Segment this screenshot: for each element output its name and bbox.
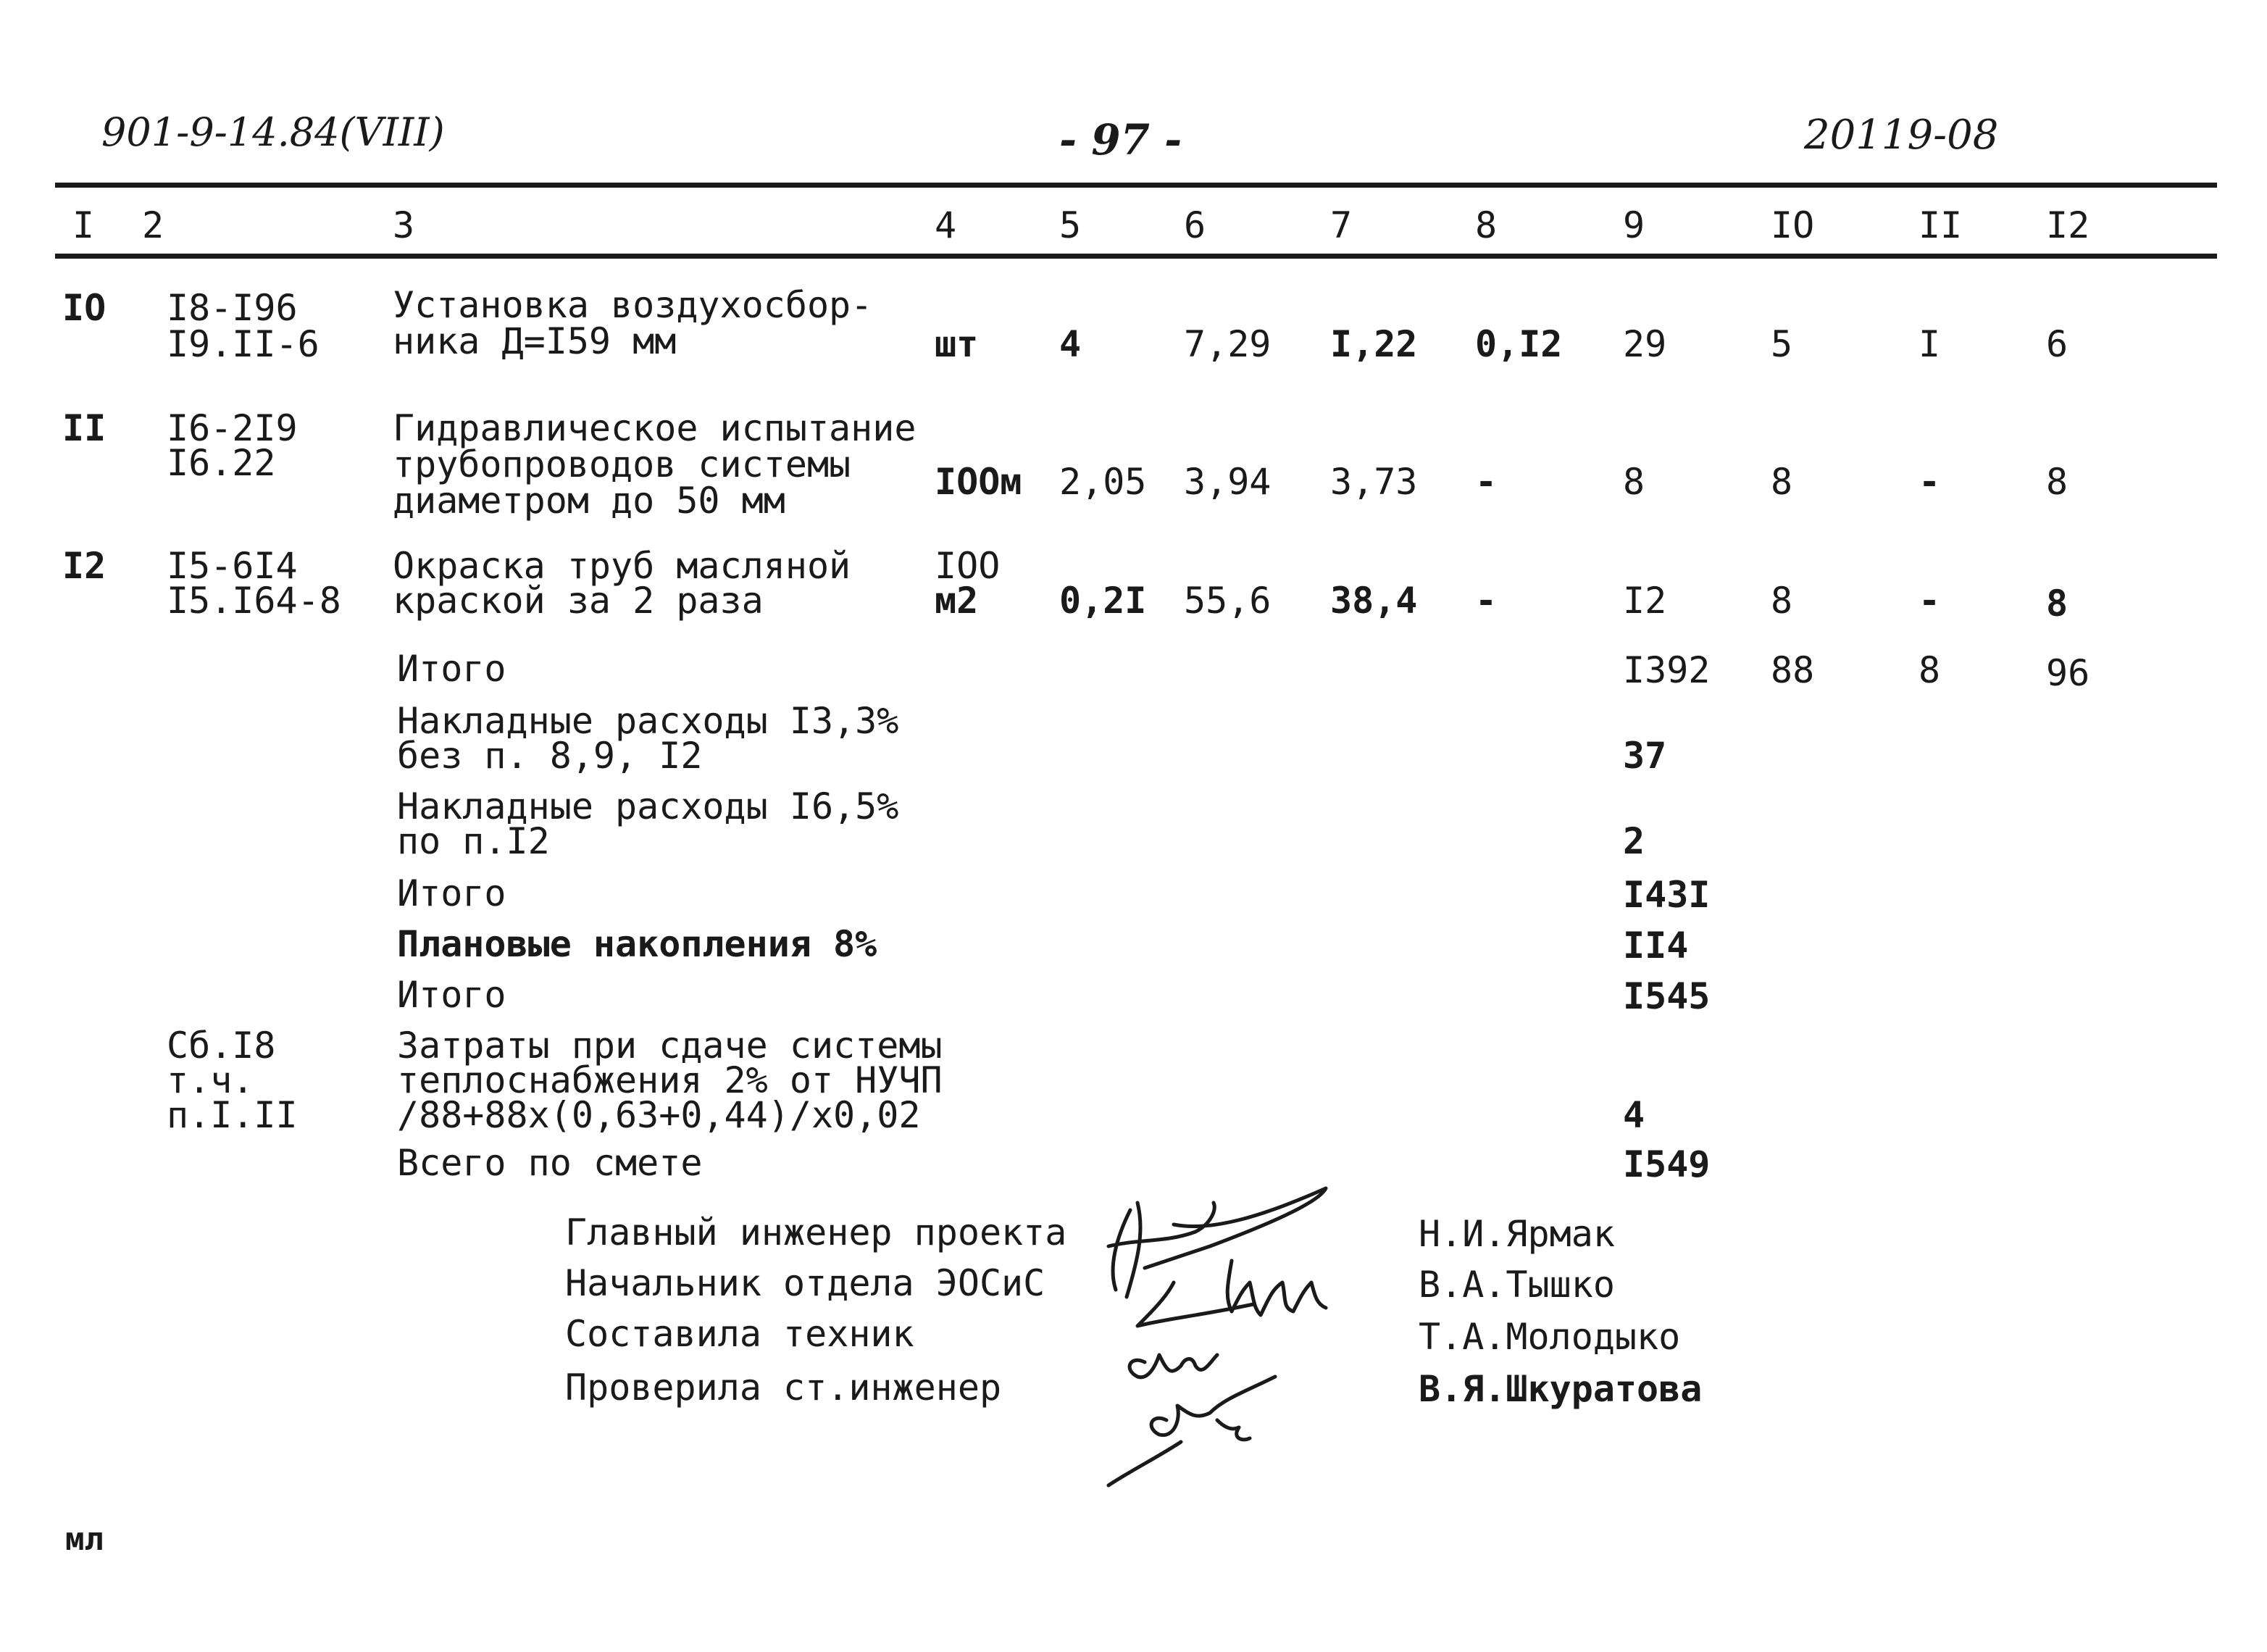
unit-cost-total: 7,29 [1184,323,1272,365]
summary-label: теплоснабжения 2% от НУЧП [397,1059,943,1101]
reference-code: п.I.II [167,1094,298,1136]
col-header-9: 9 [1623,204,1645,246]
quantity: 0,2I [1059,580,1147,622]
signatory-name: В.Я.Шкуратова [1419,1368,1703,1410]
unit-cost-machines: - [1475,461,1498,503]
summary-label: Затраты при сдаче системы [397,1025,943,1067]
total-machines: - [1919,580,1941,622]
document-code: 901-9-14.84(VIII) [101,109,445,155]
album-number: 20119-08 [1804,112,1999,159]
unit: IOOм [935,461,1022,503]
unit-cost-machines: - [1475,580,1498,622]
signatory-role: Проверила ст.инженер [565,1367,1002,1409]
unit-cost-wages: 38,4 [1330,580,1418,622]
col-header-11: II [1919,204,1963,246]
summary-label: Плановые накопления 8% [397,923,877,965]
col-header-12: I2 [2046,204,2090,246]
norm-code: I5-6I4 [167,545,298,587]
total-cost: 8 [1623,461,1645,503]
handwritten-signatures [1087,1181,1420,1500]
work-description: диаметром до 50 мм [393,480,785,522]
unit-cost-total: 55,6 [1184,580,1272,622]
signature-senior-engineer [1109,1377,1275,1485]
summary-total-cost: 37 [1623,735,1667,777]
col-header-5: 5 [1059,204,1082,246]
total-col-12: 8 [2046,461,2068,503]
quantity: 4 [1059,323,1082,365]
work-description: ника Д=I59 мм [393,320,677,362]
summary-label: по п.I2 [397,820,550,862]
signatory-name: Н.И.Ярмак [1419,1213,1615,1255]
row-number: I2 [62,545,107,587]
quantity: 2,05 [1059,461,1147,503]
total-machines: - [1919,461,1941,503]
price-code: I5.I64-8 [167,580,341,622]
signatory-name: В.А.Тышко [1419,1264,1615,1306]
unit: м2 [935,580,979,622]
norm-code: I8-I96 [167,287,298,329]
norm-code: I6-2I9 [167,407,298,449]
col-header-4: 4 [935,204,957,246]
summary-total-cost: I43I [1623,874,1711,916]
col-header-8: 8 [1475,204,1498,246]
work-description: трубопроводов системы [393,443,851,485]
summary-label: Накладные расходы I3,3% [397,700,899,742]
row-number: II [62,407,107,449]
work-description: Установка воздухосбор- [393,284,873,326]
footer-mark: мл [65,1521,104,1558]
signatory-name: Т.А.Молодыко [1419,1316,1681,1358]
total-machines: I [1919,323,1941,365]
summary-label: Накладные расходы I6,5% [397,785,899,827]
col-header-2: 2 [142,204,164,246]
page-number: - 97 - [1059,115,1182,164]
summary-total-cost: 2 [1623,820,1645,862]
total-wages: 8 [1771,580,1793,622]
summary-label: Итого [397,974,506,1016]
total-col-12: 6 [2046,323,2068,365]
summary-total-cost: I392 [1623,649,1711,691]
summary-label: Итого [397,872,506,914]
unit: IOO [935,545,1001,587]
total-cost: 29 [1623,323,1667,365]
signature-chief-engineer [1109,1188,1326,1297]
summary-label: /88+88х(0,63+0,44)/х0,02 [397,1094,921,1136]
unit-cost-wages: I,22 [1330,323,1418,365]
total-col-12: 8 [2046,583,2068,625]
header-rule-bottom [55,254,2217,259]
signatory-role: Начальник отдела ЭОСиС [565,1262,1045,1304]
work-description: краской за 2 раза [393,580,764,622]
price-code: I9.II-6 [167,323,320,365]
summary-total-cost: I545 [1623,975,1711,1017]
work-description: Окраска труб масляной [393,545,851,587]
col-header-1: I [72,204,95,246]
summary-total-cost: I549 [1623,1143,1711,1185]
col-header-10: IO [1771,204,1815,246]
col-header-7: 7 [1330,204,1353,246]
summary-total-cost: 4 [1623,1094,1645,1136]
reference-code: Сб.I8 [167,1025,276,1067]
reference-code: т.ч. [167,1059,254,1101]
row-number: IO [62,287,107,329]
summary-total-wages: 88 [1771,649,1815,691]
col-header-3: 3 [393,204,415,246]
unit-cost-machines: 0,I2 [1475,323,1563,365]
total-wages: 8 [1771,461,1793,503]
summary-total-machines: 8 [1919,649,1941,691]
summary-label: без п. 8,9, I2 [397,735,703,777]
price-code: I6.22 [167,442,276,484]
unit-cost-total: 3,94 [1184,461,1272,503]
unit: шт [935,323,979,365]
summary-total-col-12: 96 [2046,652,2090,694]
header-rule-top [55,183,2217,188]
col-header-6: 6 [1184,204,1206,246]
signatory-role: Главный инженер проекта [565,1211,1067,1253]
summary-label: Итого [397,648,506,690]
total-wages: 5 [1771,323,1793,365]
work-description: Гидравлическое испытание [393,407,917,449]
signature-technician [1130,1355,1217,1377]
signature-department-head [1137,1261,1326,1326]
signatory-role: Составила техник [565,1313,914,1355]
summary-label: Всего по смете [397,1142,703,1184]
unit-cost-wages: 3,73 [1330,461,1418,503]
summary-total-cost: II4 [1623,925,1689,967]
total-cost: I2 [1623,580,1667,622]
